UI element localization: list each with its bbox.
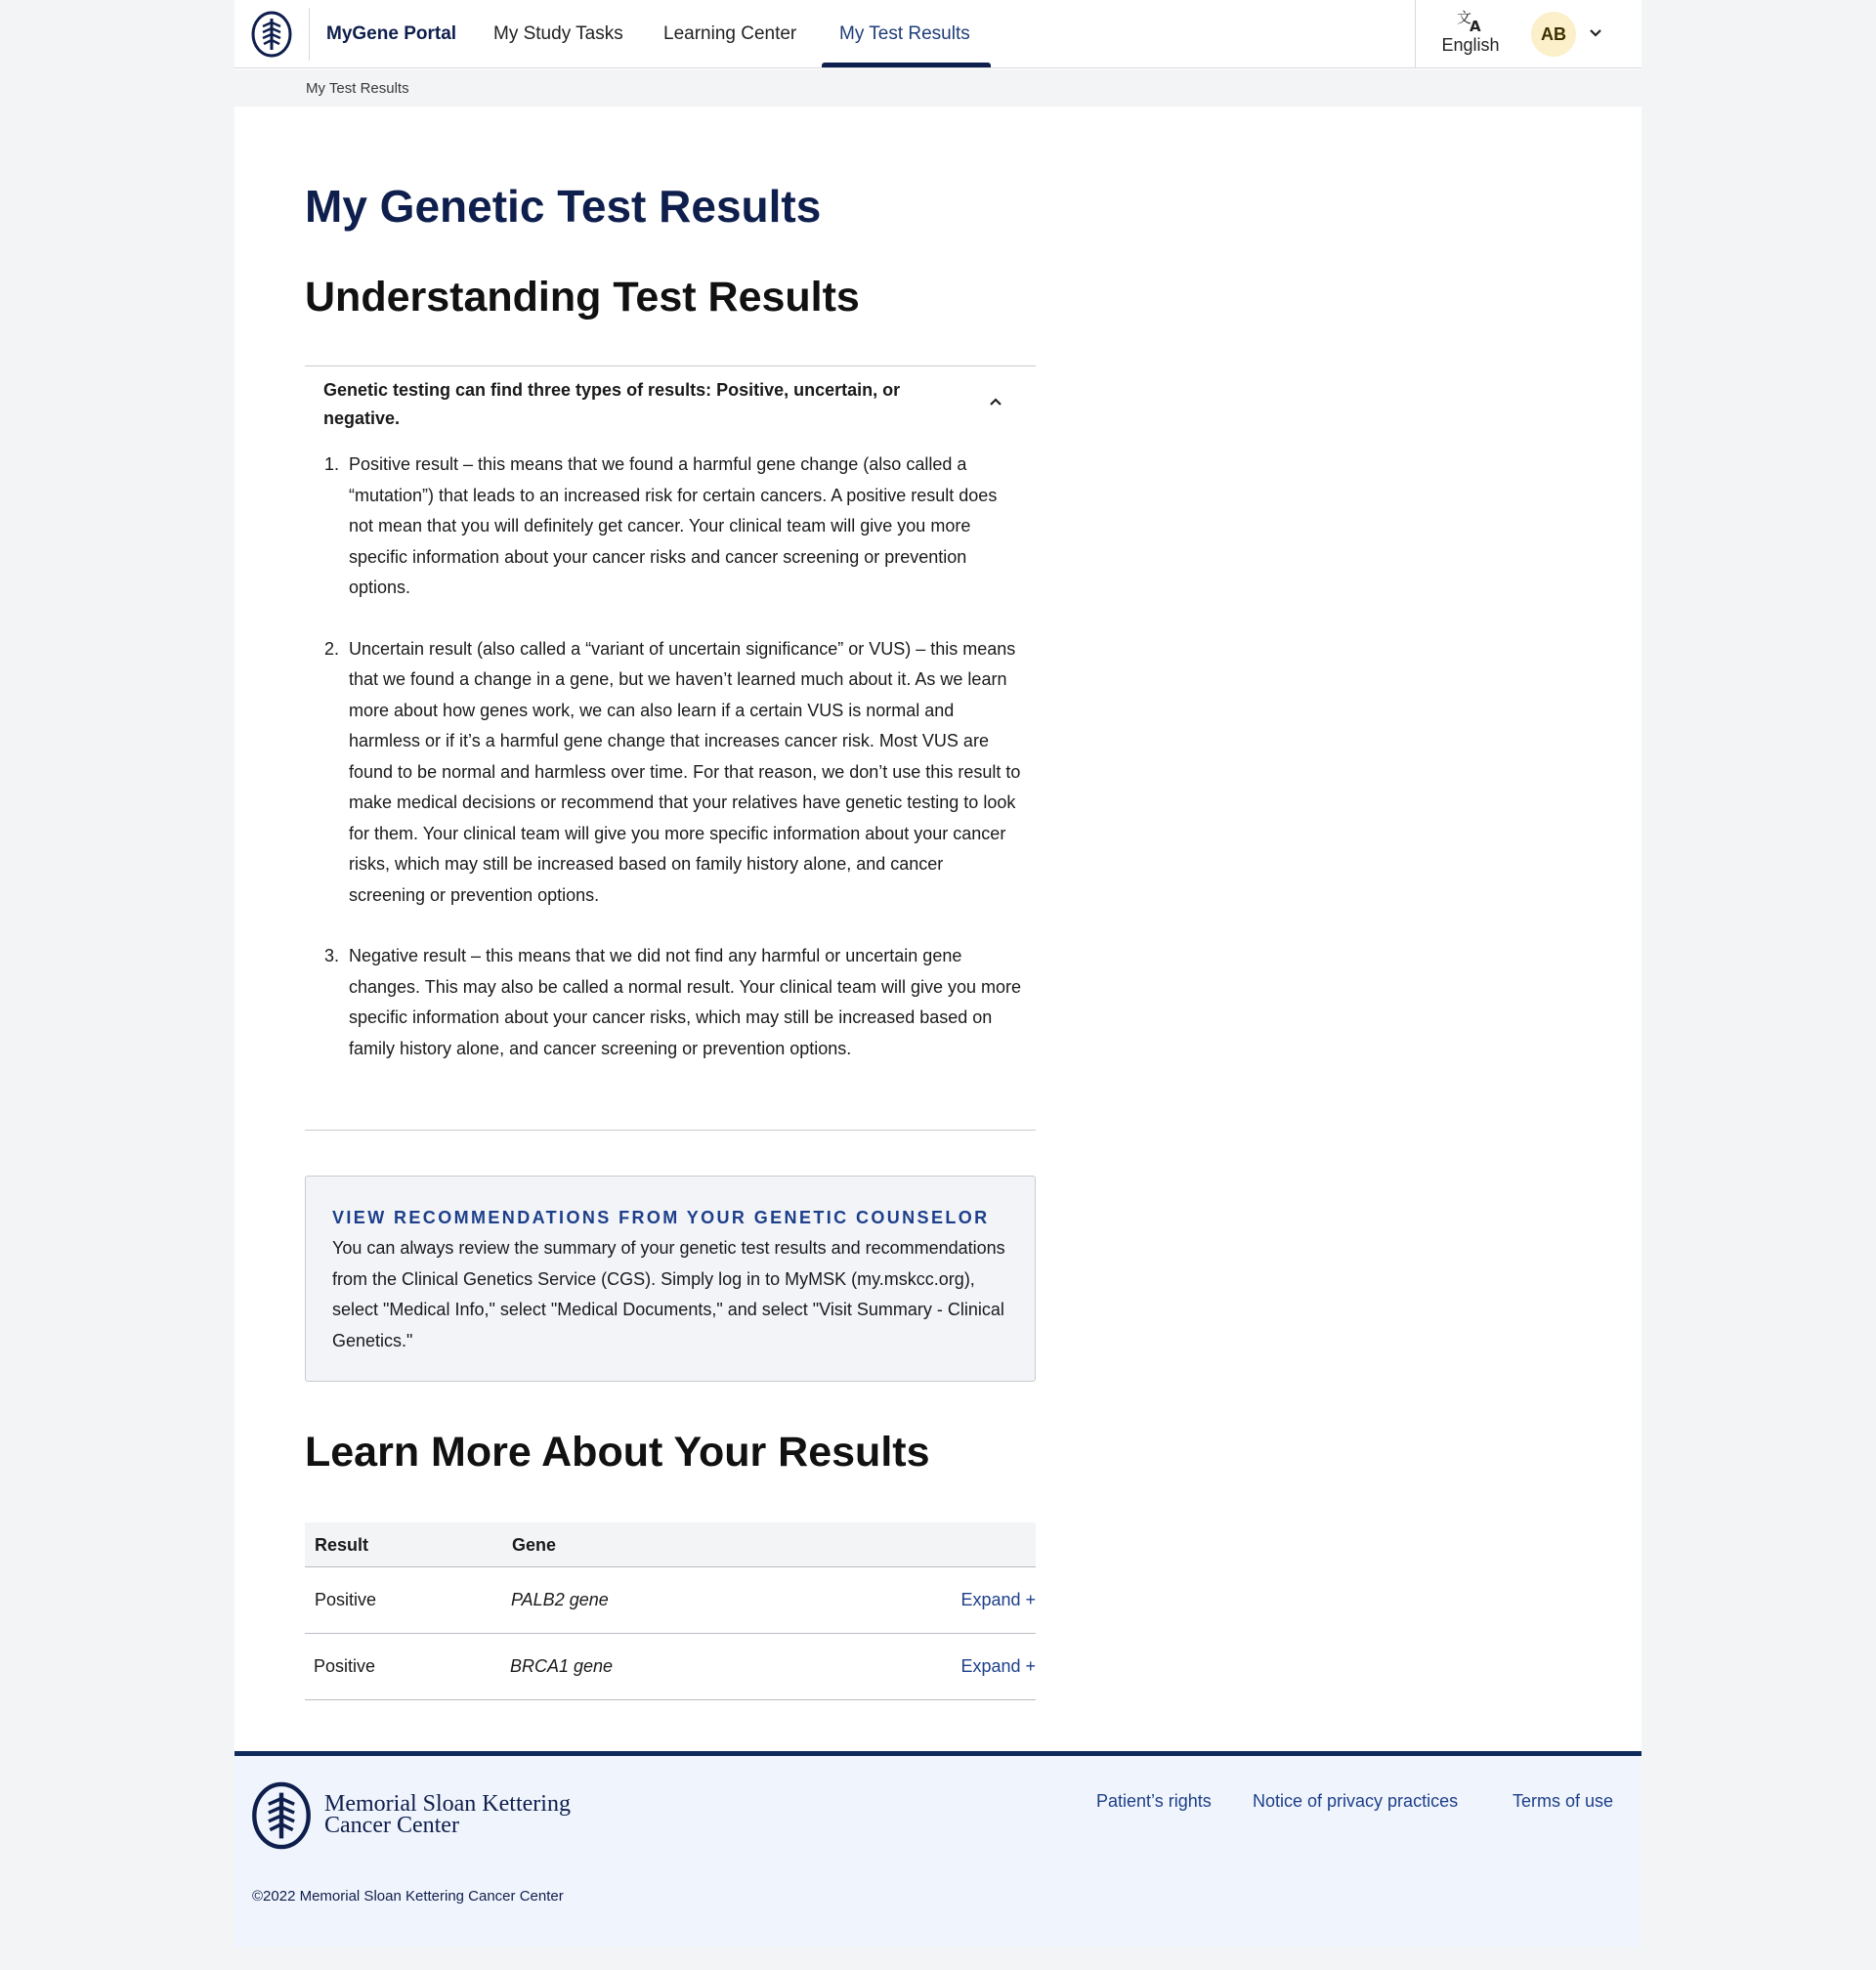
view-recommendations-link[interactable]: VIEW RECOMMENDATIONS FROM YOUR GENETIC COUNSELOR xyxy=(332,1208,990,1227)
active-nav-indicator xyxy=(822,63,991,67)
list-number: 2. xyxy=(324,638,340,659)
column-result: Result xyxy=(315,1535,369,1555)
header-divider xyxy=(1415,0,1416,68)
learn-more-heading: Learn More About Your Results xyxy=(305,1429,930,1476)
language-label: English xyxy=(1441,35,1500,55)
result-cell: Positive xyxy=(315,1590,377,1609)
list-item-text: Positive result – this means that we found a harmful gene change (also called a “mutation”) that leads to an increased risk for certain cancers. A positive result does not mean that you will definitely get cancer. Your clinical team will give you more specific information about your cancer risks and cancer screening or prevention options. xyxy=(349,454,998,597)
footer-link-terms[interactable]: Terms of use xyxy=(1513,1791,1614,1811)
results-table xyxy=(305,1522,1036,1700)
chevron-down-icon[interactable] xyxy=(1588,25,1603,41)
table-header xyxy=(305,1522,1036,1567)
footer xyxy=(234,1751,1642,1947)
svg-text:A: A xyxy=(1470,18,1481,33)
copyright: ©2022 Memorial Sloan Kettering Cancer Center xyxy=(252,1888,564,1905)
list-number: 1. xyxy=(324,454,340,474)
footer-org-name xyxy=(324,1793,571,1836)
nav-learning-center[interactable]: Learning Center xyxy=(663,23,797,44)
expand-button[interactable]: Expand + xyxy=(960,1656,1036,1676)
logo-divider xyxy=(309,8,310,61)
svg-text:文: 文 xyxy=(1457,9,1472,26)
list-item xyxy=(324,450,1023,604)
page xyxy=(234,0,1642,1947)
accordion-header[interactable]: Genetic testing can find three types of results: Positive, uncertain, or negative. xyxy=(323,380,901,428)
msk-footer-logo-icon[interactable] xyxy=(251,1781,312,1850)
table-row xyxy=(305,1567,1036,1634)
breadcrumb-bar xyxy=(234,69,1642,107)
list-item-text: Uncertain result (also called a “variant of uncertain significance” or VUS) – this means that we found a change in a gene, but we haven’t learned much about it. As we learn more about how genes work, we can also learn if a certain VUS is normal and harmless or if it’s a harmful gene change that increases cancer risk. Most VUS are found to be normal and harmless over time. For that reason, we don’t use this result to make medical decisions or recommend that your relatives have genetic testing to look for them. Your clinical team will give you more specific information about your cancer risks, which may still be increased based on family history alone, and cancer screening or prevention options. xyxy=(349,638,1021,905)
counselor-callout xyxy=(305,1176,1036,1382)
translate-icon xyxy=(1457,8,1484,33)
brand-link[interactable]: MyGene Portal xyxy=(326,23,457,44)
expand-button[interactable]: Expand + xyxy=(960,1590,1036,1609)
gene-cell: PALB2 gene xyxy=(511,1590,609,1609)
list-number: 3. xyxy=(324,946,340,965)
top-header xyxy=(234,0,1642,68)
understanding-heading: Understanding Test Results xyxy=(305,274,860,321)
user-avatar[interactable]: AB xyxy=(1531,12,1576,57)
org-line-2: Cancer Center xyxy=(324,1813,459,1838)
page-title: My Genetic Test Results xyxy=(305,181,822,232)
list-item xyxy=(324,634,1023,912)
breadcrumb: My Test Results xyxy=(306,80,409,97)
callout-body: You can always review the summary of your genetic test results and recommendations from the Clinical Genetics Service (CGS). Simply log in to MyMSK (my.mskcc.org), select "Medical Info," select "Medical Documents," and select "Visit Summary - Clinical Genetics." xyxy=(332,1238,1005,1350)
gene-cell: BRCA1 gene xyxy=(510,1656,614,1676)
results-types-accordion xyxy=(305,365,1036,1131)
org-line-1: Memorial Sloan Kettering xyxy=(324,1791,571,1817)
nav-my-study-tasks[interactable]: My Study Tasks xyxy=(493,23,623,44)
list-item-text: Negative result – this means that we did not find any harmful or uncertain gene changes. This may also be called a normal result. Your clinical team will give you more specific information about your cancer risks, which may still be increased based on family history alone, and cancer screening or prevention options. xyxy=(349,946,1021,1058)
column-gene: Gene xyxy=(512,1535,557,1555)
list-item xyxy=(324,941,1023,1064)
msk-logo-icon[interactable] xyxy=(251,11,292,58)
table-row xyxy=(305,1634,1036,1700)
footer-link-patients-rights[interactable]: Patient’s rights xyxy=(1096,1791,1212,1811)
nav-my-test-results[interactable]: My Test Results xyxy=(839,23,970,44)
result-cell: Positive xyxy=(314,1656,376,1676)
language-selector[interactable] xyxy=(1431,8,1510,56)
chevron-up-icon[interactable] xyxy=(988,395,1003,408)
result-types-list xyxy=(324,450,1023,1094)
footer-link-privacy[interactable]: Notice of privacy practices xyxy=(1253,1791,1459,1811)
